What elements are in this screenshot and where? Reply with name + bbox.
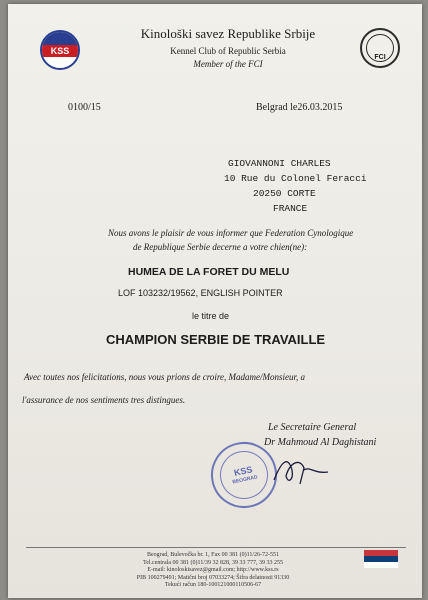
closing-line-2: l'assurance de nos sentiments tres distingues. xyxy=(22,395,186,405)
recipient-country: FRANCE xyxy=(273,203,308,214)
document-page xyxy=(8,4,422,598)
footer-line-1: Beograd, Bulevočka br. 1, Fax 00 381 (0)11/26-72-551 xyxy=(146,552,280,558)
signatory-role: Le Secretaire General xyxy=(268,422,357,433)
serbian-flag-icon xyxy=(364,550,398,568)
dog-registration: LOF 103232/19562, ENGLISH POINTER xyxy=(118,288,283,298)
recipient-name: GIOVANNONI CHARLES xyxy=(228,158,331,169)
footer-line-5: Tekući račun 180-100121000110506-67 xyxy=(164,582,262,588)
footer-divider xyxy=(26,547,406,548)
dog-name: HUMEA DE LA FORET DU MELU xyxy=(128,266,290,278)
reference-number: 0100/15 xyxy=(68,102,101,113)
closing-line-1: Avec toutes nos felicitations, nous vous prions de croire, Madame/Monsieur, a xyxy=(24,372,306,382)
footer-line-3: E-mail: kinoloskisavez@gmail.com; http://www.kss.rs xyxy=(147,567,279,573)
title-intro: le titre de xyxy=(192,311,230,321)
place-date: Belgrad le26.03.2015 xyxy=(256,102,343,113)
org-name: Kinološki savez Republike Srbije xyxy=(140,26,316,41)
footer-line-4: PIB 100279491; Matični broj 07033274; Šifra delatnosti 91330 xyxy=(136,574,290,581)
handwritten-signature-icon xyxy=(270,450,330,490)
recipient-city: 20250 CORTE xyxy=(253,188,316,199)
org-name-en: Kennel Club of Republic Serbia xyxy=(170,46,286,56)
official-stamp-icon: KSS BEOGRAD xyxy=(205,436,283,514)
fci-logo-icon: FCI xyxy=(360,28,400,68)
intro-line-2: de Republique Serbie decerne a votre chien(ne): xyxy=(133,242,308,252)
member-of: Member of the FCI xyxy=(193,59,263,69)
signatory-name: Dr Mahmoud Al Daghistani xyxy=(264,437,377,448)
intro-line-1: Nous avons le plaisir de vous informer que Federation Cynologique xyxy=(108,228,354,238)
recipient-street: 10 Rue du Colonel Feracci xyxy=(224,173,367,184)
footer-line-2: Tel.centrala 00 381 (0)11/39 32 828, 39 33 777, 39 33 255 xyxy=(142,559,283,566)
kss-logo-icon: KSS xyxy=(40,30,80,70)
champion-title: CHAMPION SERBIE DE TRAVAILLE xyxy=(106,332,326,347)
